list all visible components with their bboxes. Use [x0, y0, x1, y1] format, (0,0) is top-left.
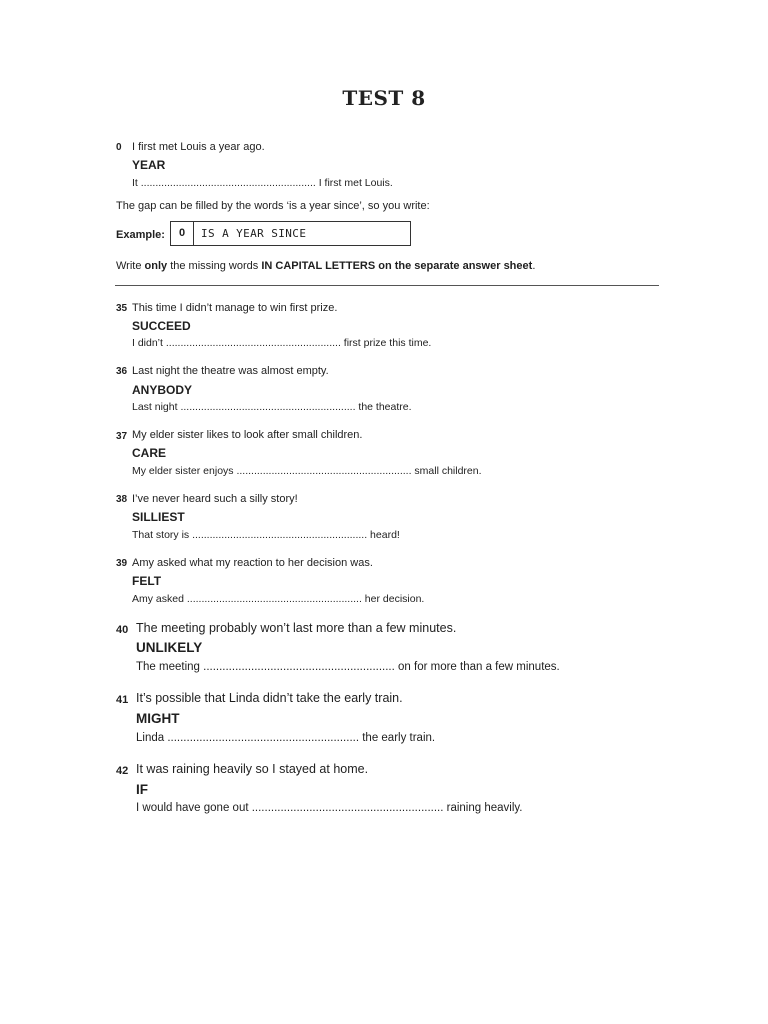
- question-keyword: MIGHT: [136, 711, 180, 726]
- example-box-number: 0: [179, 227, 186, 239]
- question-keyword: IF: [136, 782, 148, 797]
- question-sentence: Last night the theatre was almost empty.: [132, 365, 329, 377]
- example-explanation: The gap can be filled by the words ‘is a year since’, so you write:: [116, 200, 430, 212]
- question-number: 38: [116, 494, 128, 505]
- question-sentence: The meeting probably won’t last more than a few minutes.: [136, 621, 457, 635]
- question-number: 42: [116, 765, 129, 777]
- question-keyword: CARE: [132, 446, 167, 460]
- example-keyword: YEAR: [132, 158, 166, 172]
- example-box-divider: [193, 222, 194, 245]
- question-sentence: My elder sister likes to look after small children.: [132, 429, 363, 441]
- question-number: 39: [116, 558, 128, 569]
- question-gapped-sentence: The meeting ............................................................ on for more than a few minutes.: [136, 661, 560, 673]
- question-keyword: SUCCEED: [132, 319, 191, 333]
- question-sentence: It’s possible that Linda didn’t take the early train.: [136, 691, 403, 705]
- question-keyword: SILLIEST: [132, 510, 185, 524]
- question-number: 40: [116, 624, 129, 636]
- question-gapped-sentence: Last night ............................................................ the theatre.: [132, 401, 412, 413]
- section-divider: [115, 285, 659, 286]
- question-keyword: ANYBODY: [132, 383, 193, 397]
- example-sentence: I first met Louis a year ago.: [132, 141, 265, 153]
- question-gapped-sentence: My elder sister enjoys ............................................................ small children.: [132, 465, 482, 477]
- question-gapped-sentence: That story is ............................................................ heard!: [132, 529, 400, 541]
- question-number: 36: [116, 366, 128, 377]
- question-keyword: UNLIKELY: [136, 640, 203, 655]
- example-answer-box: [170, 221, 411, 246]
- instruction-text: .: [532, 260, 536, 272]
- instruction-text: Write: [116, 260, 145, 272]
- question-sentence: I’ve never heard such a silly story!: [132, 493, 298, 505]
- instructions: [116, 260, 535, 272]
- question-keyword: FELT: [132, 574, 162, 588]
- question-gapped-sentence: Linda ............................................................ the early train.: [136, 732, 436, 744]
- question-number: 37: [116, 431, 128, 442]
- example-number: 0: [116, 142, 122, 153]
- example-answer: IS A YEAR SINCE: [201, 227, 307, 240]
- question-gapped-sentence: I would have gone out ............................................................ raining heavily.: [136, 802, 523, 814]
- example-gapped-sentence: It ............................................................ I first met Louis.: [132, 177, 393, 189]
- question-number: 41: [116, 694, 129, 706]
- question-sentence: Amy asked what my reaction to her decision was.: [132, 557, 373, 569]
- question-gapped-sentence: I didn’t ............................................................ first prize this time.: [132, 337, 432, 349]
- instruction-emphasis: only: [144, 260, 168, 272]
- instruction-text: the missing words: [167, 260, 262, 272]
- instruction-emphasis: IN CAPITAL LETTERS on the separate answer sheet: [261, 260, 533, 272]
- page-title: TEST 8: [342, 86, 426, 110]
- question-sentence: This time I didn’t manage to win first prize.: [132, 302, 338, 314]
- example-label: Example:: [116, 229, 165, 241]
- question-gapped-sentence: Amy asked ............................................................ her decision.: [132, 593, 425, 605]
- question-number: 35: [116, 303, 128, 314]
- question-sentence: It was raining heavily so I stayed at home.: [136, 762, 369, 776]
